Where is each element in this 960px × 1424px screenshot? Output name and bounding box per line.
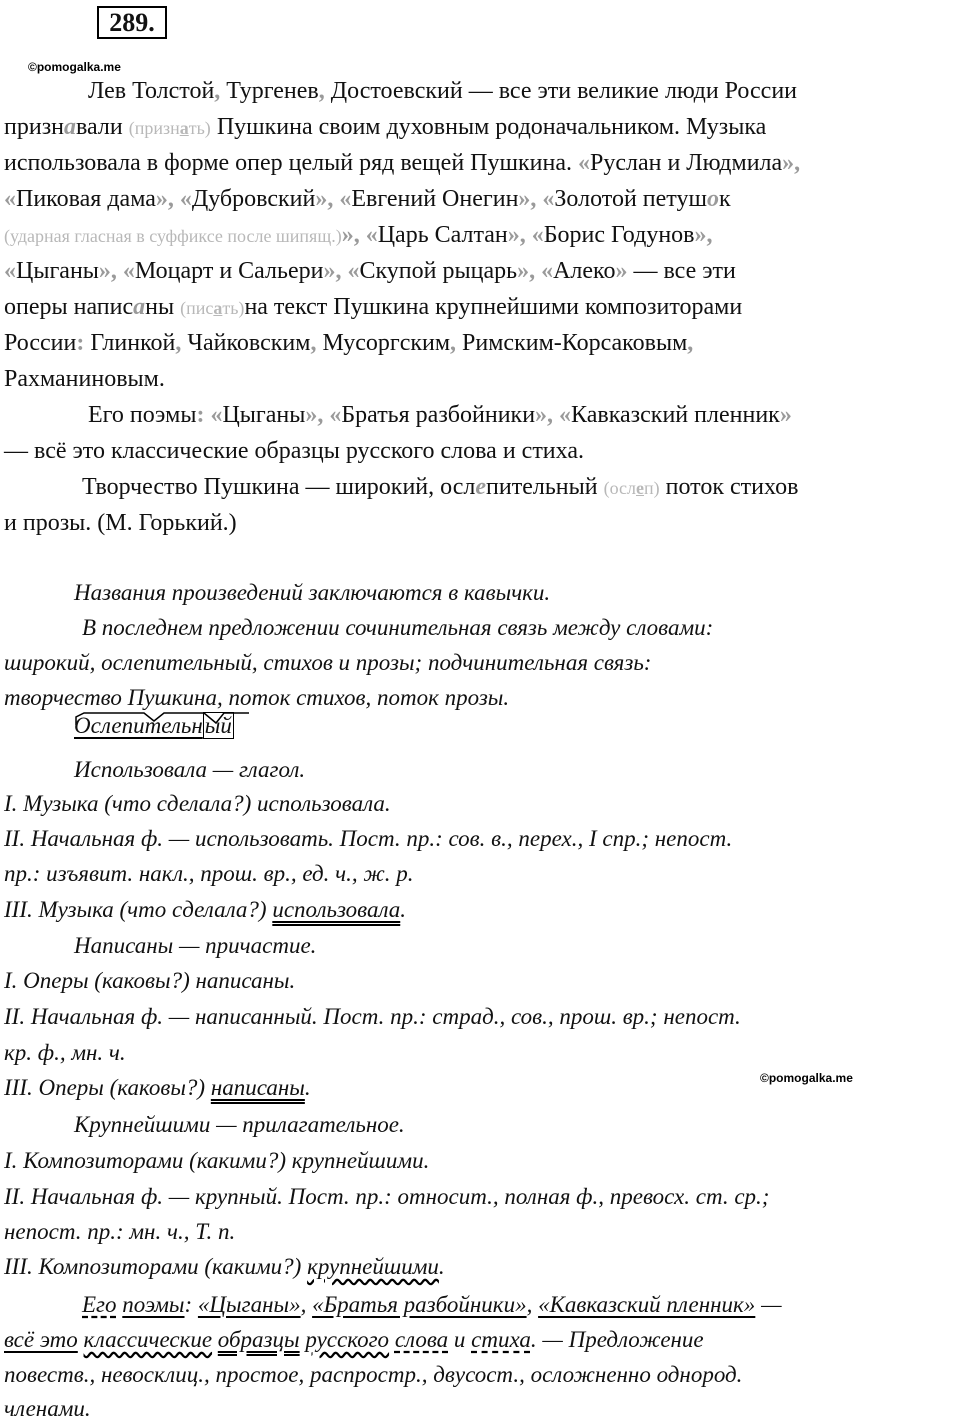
- analysis-line-8: II. Начальная ф. — использовать. Пост. пр.: сов. в., перех., I спр.; непост.: [4, 826, 733, 851]
- punct-mark: », «: [155, 186, 192, 212]
- analysis-line-9: пр.: изъявит. накл., прош. вр., ед. ч., ж. р.: [4, 861, 414, 886]
- watermark-bottom: ©pomogalka.me: [760, 1071, 853, 1085]
- punct-mark: », «: [507, 222, 544, 248]
- subject-underline: всё это: [4, 1327, 78, 1352]
- punct-mark: «: [577, 150, 590, 176]
- check-word: (пис: [180, 298, 214, 318]
- punct-mark: »,: [782, 150, 801, 176]
- rule-note: (ударная гласная в суффиксе после шипящ.): [4, 226, 342, 246]
- analysis-line-17: I. Композиторами (какими?) крупнейшими.: [4, 1148, 430, 1173]
- text-line-2: [4, 112, 766, 143]
- text-segment: .: [438, 1254, 445, 1279]
- punct-mark: ,: [318, 78, 325, 104]
- text-segment: Пушкина своим духовным родоначальником. Музыка: [210, 114, 767, 140]
- punct-mark: »,: [694, 222, 713, 248]
- check-vowel: а: [213, 298, 223, 318]
- text-segment: Братья разбойники: [341, 402, 536, 428]
- text-segment: Римским-Корсаковым: [456, 330, 688, 356]
- text-line-9: Рахманиновым.: [4, 366, 165, 392]
- subject-underline: «Кавказский пленник»: [538, 1292, 756, 1317]
- text-segment: Золотой петуш: [554, 186, 707, 212]
- text-segment: Творчество Пушкина — широкий, осл: [82, 474, 476, 500]
- predicate-underline: образцы: [217, 1327, 300, 1352]
- check-word: (осл: [603, 478, 637, 498]
- text-segment: Лев Толстой: [88, 78, 215, 104]
- text-segment: Мусоргским: [316, 330, 451, 356]
- text-segment: Цыганы: [16, 258, 99, 284]
- punct-mark: «: [204, 402, 223, 428]
- vowel-highlight: а: [133, 294, 146, 320]
- attribute-underline: крупнейшими: [307, 1254, 439, 1279]
- morph-stem: Ослепительн: [74, 713, 203, 738]
- text-line-7: [4, 292, 742, 323]
- punct-mark: «: [4, 258, 16, 284]
- subject-underline: поэмы: [122, 1292, 185, 1317]
- analysis-line-13: II. Начальная ф. — написанный. Пост. пр.: страд., сов., прош. вр.; непост.: [4, 1004, 741, 1029]
- text-segment: .: [400, 897, 406, 922]
- analysis-line-19: непост. пр.: мн. ч., Т. п.: [4, 1219, 236, 1244]
- text-segment: Его поэмы: [88, 402, 197, 428]
- text-segment: . — Предложение: [530, 1327, 704, 1352]
- text-segment: оперы напис: [4, 294, 134, 320]
- morph-ending: ый: [204, 713, 232, 738]
- text-segment: Моцарт и Сальери: [134, 258, 324, 284]
- analysis-line-11: Написаны — причастие.: [74, 933, 317, 958]
- text-line-11: — всё это классические образцы русского слова и стиха.: [4, 438, 584, 464]
- text-line-3: [4, 148, 800, 178]
- text-segment: Чайковским: [181, 330, 311, 356]
- text-segment: Борис Годунов: [543, 222, 695, 248]
- text-segment: Пиковая дама: [16, 186, 156, 212]
- punct-mark: ,: [687, 330, 694, 356]
- text-segment: III. Оперы (каковы?): [4, 1075, 211, 1100]
- text-segment: Достоевский — все эти великие люди России: [324, 78, 798, 104]
- text-segment: Царь Салтан: [377, 222, 508, 248]
- analysis-line-3: широкий, ослепительный, стихов и прозы; подчинительная связь:: [4, 650, 652, 675]
- text-segment: пительный: [486, 474, 604, 500]
- parse-line-1: [4, 1290, 782, 1320]
- text-line-4: [4, 184, 731, 214]
- text-segment: на текст Пушкина крупнейшими композиторами: [244, 294, 743, 320]
- morphemic-parse: [74, 713, 234, 739]
- text-segment: вали: [76, 114, 129, 140]
- punct-mark: », «: [305, 402, 342, 428]
- text-segment: III. Композиторами (какими?): [4, 1254, 308, 1279]
- parse-line-2: [4, 1325, 704, 1355]
- punct-mark: ,: [175, 330, 182, 356]
- subject-underline: «Братья разбойники»: [312, 1292, 527, 1317]
- analysis-line-2: В последнем предложении сочинительная связь между словами:: [82, 615, 714, 640]
- punct-mark: «: [4, 186, 16, 212]
- text-segment: и: [448, 1327, 472, 1352]
- text-segment: Руслан и Людмила: [589, 150, 783, 176]
- attribute-underline: русского: [305, 1327, 390, 1352]
- punct-mark: »: [615, 258, 628, 284]
- punct-mark: ,: [450, 330, 457, 356]
- text-segment: Скупой рыцарь: [359, 258, 518, 284]
- text-segment: Кавказский пленник: [571, 402, 780, 428]
- text-segment: России: [4, 330, 77, 356]
- analysis-line-1: Названия произведений заключаются в кавычки.: [74, 580, 551, 605]
- punct-mark: »: [779, 402, 792, 428]
- analysis-line-15: [4, 1073, 311, 1103]
- text-segment: поток стихов: [659, 474, 799, 500]
- text-line-13: и прозы. (М. Горький.): [4, 510, 237, 536]
- object-underline: стиха: [471, 1327, 531, 1352]
- text-segment: Дубровский: [191, 186, 316, 212]
- analysis-line-10: [4, 895, 406, 925]
- vowel-highlight: а: [64, 114, 77, 140]
- text-line-8: [4, 328, 693, 358]
- analysis-line-20: [4, 1252, 445, 1282]
- text-segment: — все эти: [627, 258, 736, 284]
- vowel-highlight: о: [706, 186, 719, 212]
- parse-line-4: членами.: [4, 1396, 91, 1421]
- subject-underline: «Цыганы»: [197, 1292, 301, 1317]
- text-line-5: [4, 220, 713, 251]
- punct-mark: », «: [98, 258, 135, 284]
- predicate-underline: использовала: [272, 897, 401, 922]
- vowel-highlight: е: [475, 474, 487, 500]
- text-line-6: [4, 256, 736, 286]
- parse-line-3: повеств., невосклиц., простое, распростр., двусост., осложненно однород.: [4, 1362, 743, 1387]
- text-segment: к: [718, 186, 731, 212]
- analysis-line-18: II. Начальная ф. — крупный. Пост. пр.: относит., полная ф., превосх. ст. ср.;: [4, 1184, 770, 1209]
- text-line-1: [4, 76, 797, 106]
- punct-mark: :: [76, 330, 85, 356]
- text-segment: III. Музыка (что сделала?): [4, 897, 273, 922]
- text-segment: :: [184, 1292, 198, 1317]
- analysis-line-14: кр. ф., мн. ч.: [4, 1040, 126, 1065]
- punct-mark: », «: [341, 222, 378, 248]
- text-segment: призн: [4, 114, 65, 140]
- text-line-12: [4, 472, 798, 503]
- punct-mark: », «: [535, 402, 572, 428]
- object-underline: слова: [394, 1327, 449, 1352]
- analysis-line-12: I. Оперы (каковы?) написаны.: [4, 968, 296, 993]
- text-segment: —: [755, 1292, 782, 1317]
- text-segment: .: [304, 1075, 311, 1100]
- text-segment: Глинкой: [84, 330, 176, 356]
- check-word: ть): [188, 118, 211, 138]
- analysis-line-7: I. Музыка (что сделала?) использовала.: [4, 791, 391, 816]
- punct-mark: », «: [323, 258, 360, 284]
- attribute-underline: классические: [83, 1327, 213, 1352]
- text-segment: использовала в форме опер целый ряд вещей Пушкина.: [4, 150, 578, 176]
- analysis-line-6: Использовала — глагол.: [74, 757, 306, 782]
- check-vowel: а: [179, 118, 189, 138]
- text-segment: Алеко: [553, 258, 616, 284]
- text-segment: Тургенев: [220, 78, 319, 104]
- text-segment: Евгений Онегин: [351, 186, 519, 212]
- text-segment: ,: [526, 1292, 539, 1317]
- punct-mark: ,: [310, 330, 317, 356]
- punct-mark: », «: [517, 258, 554, 284]
- text-segment: ны: [145, 294, 181, 320]
- modifier-underline: Его: [82, 1292, 117, 1317]
- analysis-line-4: творчество Пушкина, поток стихов, поток прозы.: [4, 685, 510, 710]
- exercise-number: 289.: [97, 6, 167, 39]
- watermark-top: ©pomogalka.me: [28, 60, 121, 74]
- check-word: п): [644, 478, 660, 498]
- predicate-underline: написаны: [210, 1075, 305, 1100]
- punct-mark: ,: [214, 78, 221, 104]
- punct-mark: », «: [518, 186, 555, 212]
- check-word: (призн: [128, 118, 180, 138]
- check-vowel: е: [636, 478, 645, 498]
- analysis-line-16: Крупнейшими — прилагательное.: [74, 1112, 405, 1137]
- text-line-10: [4, 400, 792, 430]
- check-word: ть): [222, 298, 245, 318]
- text-segment: ,: [300, 1292, 313, 1317]
- text-segment: Цыганы: [222, 402, 306, 428]
- punct-mark: :: [196, 402, 205, 428]
- punct-mark: », «: [315, 186, 352, 212]
